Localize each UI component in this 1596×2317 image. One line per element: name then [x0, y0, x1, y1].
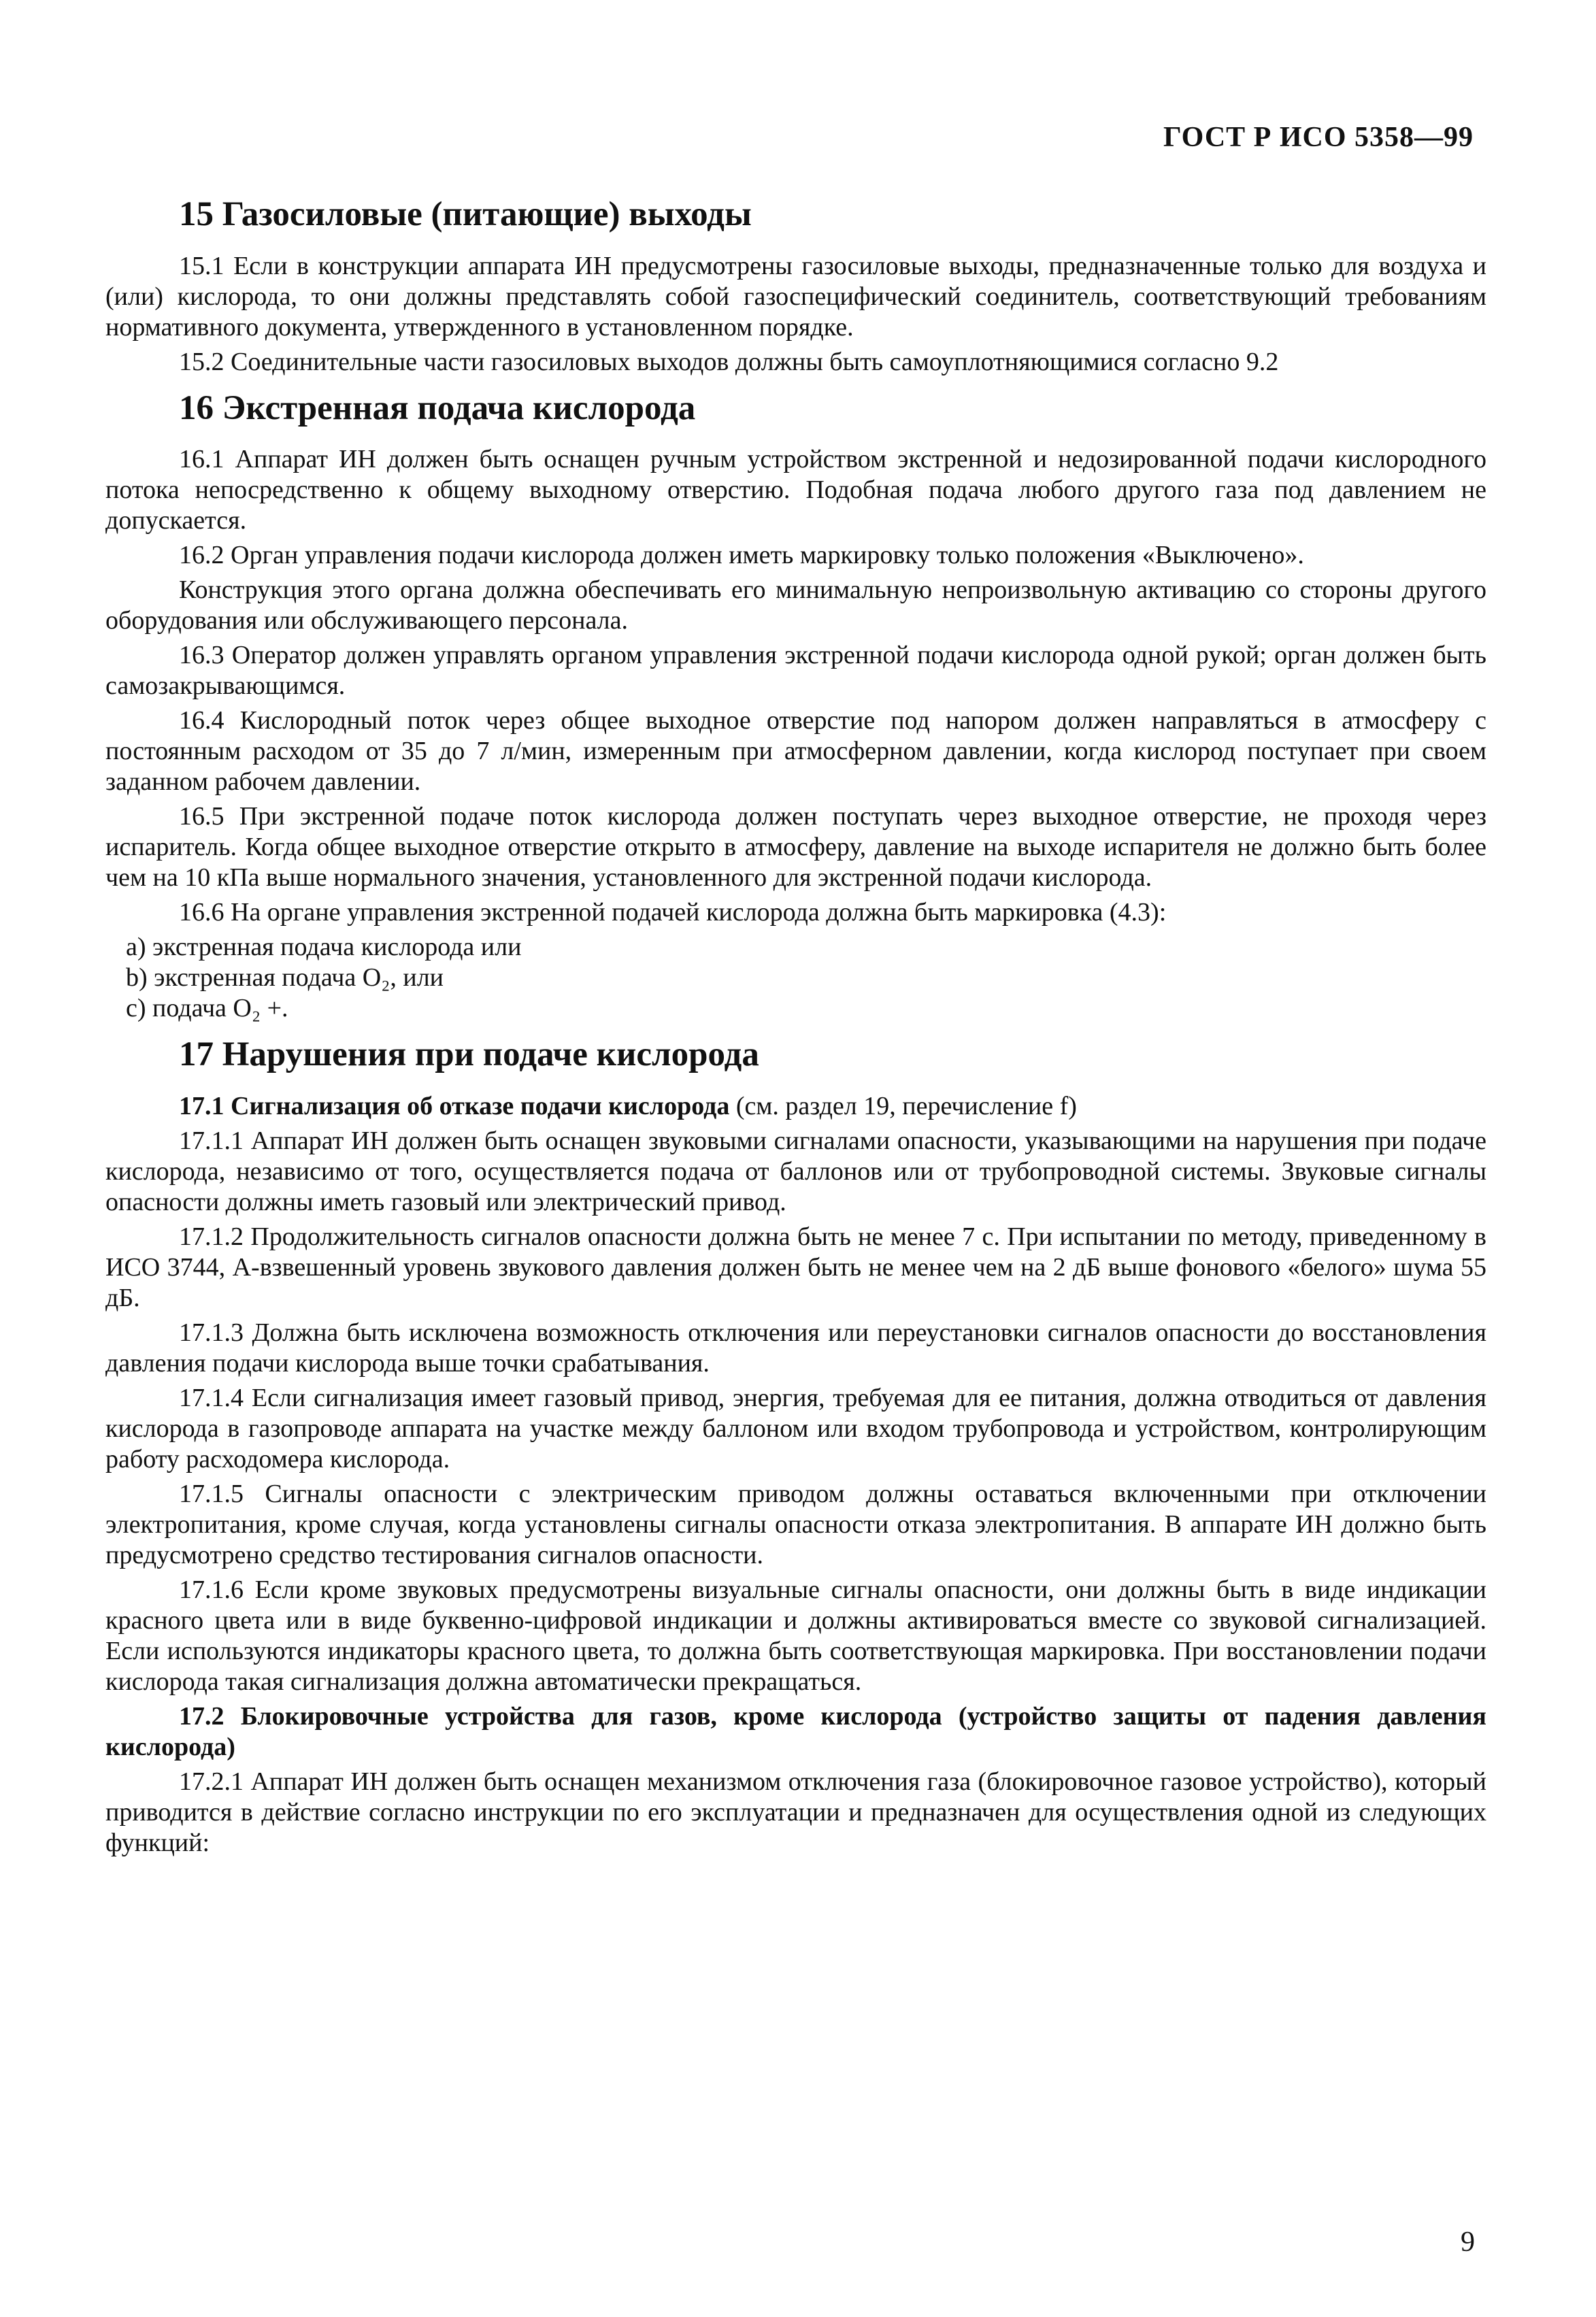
paragraph-16-6: 16.6 На органе управления экстренной подачей кислорода должна быть маркировка (4.3):: [179, 898, 1167, 927]
paragraph-17-1-3: 17.1.3 Должна быть исключена возможность отключения или переустановки сигналов опасности до восстановления давления подачи кислорода выше точки срабатывания.: [105, 1318, 1486, 1378]
paragraph-16-4: 16.4 Кислородный поток через общее выходное отверстие под напором должен направляться в атмосферу с постоянным расходом от 35 до 7 л/мин, измеренным при атмосферном давлении, когда кислород поступает при своем заданном рабочем давлении.: [105, 706, 1486, 797]
subsection-17-2-heading: 17.2 Блокировочные устройства для газов, кроме кислорода (устройство защиты от падения давления кислорода): [105, 1701, 1486, 1761]
document-body: [105, 184, 1486, 1863]
paragraph-16-3: 16.3 Оператор должен управлять органом управления экстренной подачи кислорода одной рукой; орган должен быть самозакрывающимся.: [105, 641, 1486, 701]
subsection-17-1-heading: [105, 1091, 1486, 1122]
page-number: 9: [1461, 2227, 1475, 2258]
paragraph-16-2: 16.2 Орган управления подачи кислорода должен иметь маркировку только положения «Выключено».: [179, 541, 1304, 570]
subsection-17-1-reference: (см. раздел 19, перечисление f): [729, 1091, 1077, 1120]
paragraph-17-1-5: 17.1.5 Сигналы опасности с электрическим приводом должны оставаться включенными при отключении электропитания, кроме случая, когда установлены сигналы опасности отказа электропитания. В аппарате ИН должно быть предусмотрено средство тестирования сигналов опасности.: [105, 1479, 1486, 1569]
section-15-heading: 15 Газосиловые (питающие) выходы: [179, 195, 752, 233]
paragraph-15-1: 15.1 Если в конструкции аппарата ИН предусмотрены газосиловые выходы, предназначенные только для воздуха и (или) кислорода, то они должны представлять собой газоспецифический соединитель, соответствующий требованиям нормативного документа, утвержденного в установленном порядке.: [105, 251, 1486, 341]
paragraph-15-2: 15.2 Соединительные части газосиловых выходов должны быть самоуплотняющимися согласно 9.2: [179, 347, 1279, 376]
paragraph-17-1-2: 17.1.2 Продолжительность сигналов опасности должна быть не менее 7 с. При испытании по методу, приведенному в ИСО 3744, А-взвешенный уровень звукового давления должен быть не менее чем на 2 дБ выше фонового «белого» шума 55 дБ.: [105, 1222, 1486, 1312]
paragraph-16-2-continued: Конструкция этого органа должна обеспечивать его минимальную непроизвольную активацию со стороны другого оборудования или обслуживающего персонала.: [105, 576, 1486, 635]
list-item-c: c) подача O₂ +.: [126, 994, 288, 1023]
paragraph-17-1-6: 17.1.6 Если кроме звуковых предусмотрены визуальные сигналы опасности, они должны быть в виде индикации красного цвета или в виде буквенно-цифровой индикации и должны активироваться вместе со звуковой сигнализацией. Если используются индикаторы красного цвета, то должна быть соответствующая маркировка. При восстановлении подачи кислорода такая сигнализация должна автоматически прекращаться.: [105, 1575, 1486, 1696]
list-item-a: a) экстренная подача кислорода или: [126, 933, 522, 962]
list-item-b: b) экстренная подача O₂, или: [126, 963, 444, 993]
paragraph-17-1-4: 17.1.4 Если сигнализация имеет газовый привод, энергия, требуемая для ее питания, должна отводиться от давления кислорода в газопроводе аппарата на участке между баллоном или входом трубопровода и устройством, контролирующим работу расходомера кислорода.: [105, 1383, 1486, 1473]
document-header: ГОСТ Р ИСО 5358—99: [1163, 122, 1474, 153]
section-17-heading: 17 Нарушения при подаче кислорода: [179, 1035, 759, 1074]
section-16-heading: 16 Экстренная подача кислорода: [179, 388, 696, 427]
paragraph-16-1: 16.1 Аппарат ИН должен быть оснащен ручным устройством экстренной и недозированной подачи кислородного потока непосредственно к общему выходному отверстию. Подобная подача любого другого газа под давлением не допускается.: [105, 445, 1486, 535]
paragraph-17-1-1: 17.1.1 Аппарат ИН должен быть оснащен звуковыми сигналами опасности, указывающими на нарушения при подаче кислорода, независимо от того, осуществляется подача от баллонов или от трубопроводной системы. Звуковые сигналы опасности должны иметь газовый или электрический привод.: [105, 1126, 1486, 1216]
subsection-17-1-title: 17.1 Сигнализация об отказе подачи кислорода: [179, 1091, 730, 1120]
paragraph-17-2-1: 17.2.1 Аппарат ИН должен быть оснащен механизмом отключения газа (блокировочное газовое устройство), который приводится в действие согласно инструкции по его эксплуатации и предназначен для осуществления одной из следующих функций:: [105, 1767, 1486, 1857]
paragraph-16-5: 16.5 При экстренной подаче поток кислорода должен поступать через выходное отверстие, не проходя через испаритель. Когда общее выходное отверстие открыто в атмосферу, давление на выходе испарителя не должно быть более чем на 10 кПа выше нормального значения, установленного для экстренной подачи кислорода.: [105, 802, 1486, 893]
